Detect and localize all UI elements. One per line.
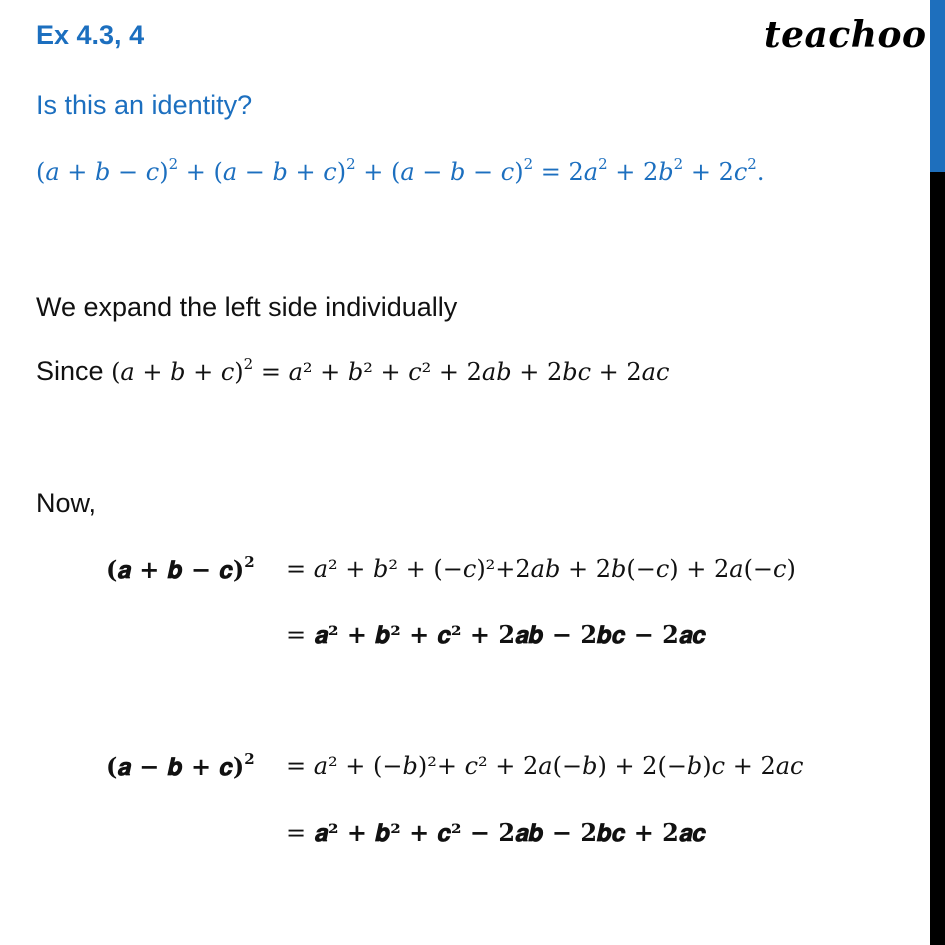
step1-lhs-expression: (𝒂 + 𝒃 − 𝒄) (106, 555, 245, 584)
identity-rhs-3: 2𝑐 (718, 158, 748, 186)
step2-line1 (286, 752, 803, 780)
exponent: 2 (346, 155, 356, 173)
since-line (36, 356, 669, 387)
teachoo-logo[interactable]: teachoo (764, 14, 927, 56)
step1-line1 (286, 555, 796, 583)
identity-rhs-1: 2𝑎 (568, 158, 599, 186)
identity-equation (36, 155, 765, 186)
plus-sign: + (607, 158, 643, 186)
exponent: 𝟐 (244, 553, 255, 571)
exponent: 2 (747, 155, 757, 173)
exponent: 𝟐 (244, 750, 255, 768)
plus-sign: + (178, 158, 214, 186)
exponent: 2 (673, 155, 684, 173)
since-formula (111, 355, 670, 386)
identity-term-2: (𝑎 − 𝑏 + 𝑐) (213, 158, 347, 186)
exponent: 2 (598, 155, 608, 173)
step2-lhs-expression: (𝒂 − 𝒃 + 𝒄) (106, 752, 245, 781)
identity-rhs-2: 2𝑏 (643, 158, 674, 186)
step1-lhs (106, 555, 255, 584)
equals-sign: = (286, 752, 307, 780)
step2-lhs (106, 752, 255, 781)
identity-term-1: (𝑎 + 𝑏 − 𝑐) (36, 158, 169, 186)
since-rhs: 𝑎² + 𝑏² + 𝑐² + 2𝑎𝑏 + 2𝑏𝑐 + 2𝑎𝑐 (288, 358, 670, 386)
step1-result: 𝒂² + 𝒃² + 𝒄² + 𝟐𝒂𝒃 − 𝟐𝒃𝒄 − 𝟐𝒂𝒄 (314, 620, 706, 649)
plus-sign: + (355, 158, 391, 186)
scrollbar-thumb[interactable] (930, 0, 945, 172)
exponent: 2 (243, 355, 254, 373)
exponent: 2 (168, 155, 179, 173)
equals-sign: = (533, 158, 569, 186)
identity-term-3: (𝑎 − 𝑏 − 𝑐) (391, 158, 524, 186)
intro-text: We expand the left side individually (36, 292, 458, 322)
equals-sign: = (286, 819, 307, 847)
exercise-title: Ex 4.3, 4 (36, 20, 145, 50)
since-lhs: (𝑎 + 𝑏 + 𝑐) (111, 358, 244, 386)
since-label: Since (36, 356, 104, 386)
question-prompt: Is this an identity? (36, 90, 253, 120)
step1-line2 (286, 620, 706, 649)
step2-expansion: 𝑎² + (−𝑏)²+ 𝑐² + 2𝑎(−𝑏) + 2(−𝑏)𝑐 + 2𝑎𝑐 (313, 752, 804, 780)
step1-expansion: 𝑎² + 𝑏² + (−𝑐)²+2𝑎𝑏 + 2𝑏(−𝑐) + 2𝑎(−𝑐) (313, 555, 796, 583)
equals-sign: = (260, 358, 281, 386)
step2-line2 (286, 818, 706, 847)
period: . (756, 158, 765, 186)
exponent: 2 (523, 155, 534, 173)
equals-sign: = (286, 555, 307, 583)
plus-sign: + (683, 158, 719, 186)
now-label: Now, (36, 488, 97, 518)
equals-sign: = (286, 621, 307, 649)
step2-result: 𝒂² + 𝒃² + 𝒄² − 𝟐𝒂𝒃 − 𝟐𝒃𝒄 + 𝟐𝒂𝒄 (314, 818, 706, 847)
